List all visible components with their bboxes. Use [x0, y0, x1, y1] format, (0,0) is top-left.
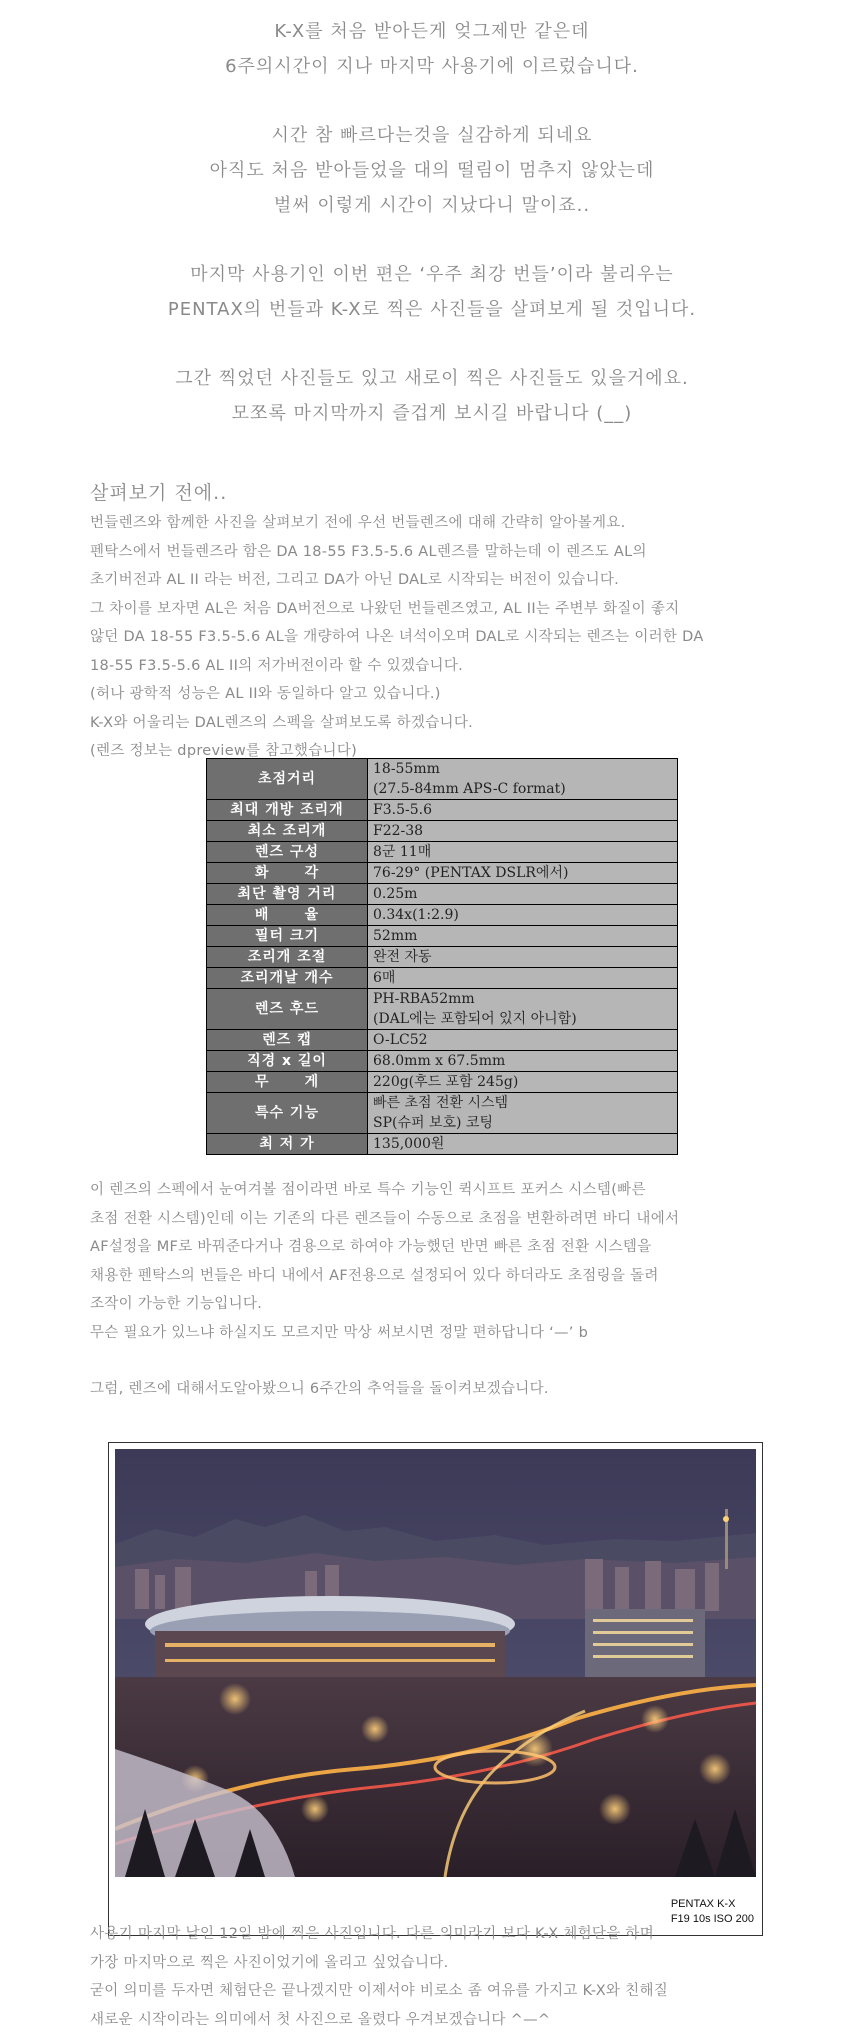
spec-value-line: SP(슈퍼 보호) 코팅	[373, 1115, 493, 1131]
photo-frame	[108, 1442, 763, 1936]
spec-key: 필터 크기	[207, 926, 368, 947]
spec-value-line: 8군 11매	[373, 844, 432, 860]
spec-value-line: F3.5-5.6	[373, 802, 432, 818]
spec-key: 초점거리	[207, 759, 368, 800]
spec-value	[368, 1072, 678, 1093]
spec-value	[368, 947, 678, 968]
intro-line: K-X를 처음 받아든게 엊그제만 같은데	[274, 21, 590, 42]
spec-value-line: 135,000원	[373, 1136, 445, 1152]
spec-value	[368, 926, 678, 947]
outro	[90, 1920, 824, 2034]
spec-key: 최단 촬영 거리	[207, 884, 368, 905]
lens-spec-table	[206, 758, 678, 1155]
intro-line: 6주의시간이 지나 마지막 사용기에 이르렀습니다.	[225, 56, 639, 77]
intro	[0, 14, 864, 431]
section-title: 살펴보기 전에..	[90, 482, 228, 504]
spec-row	[207, 1051, 678, 1072]
spec-row	[207, 926, 678, 947]
spec-value	[368, 821, 678, 842]
caption-camera: PENTAX K-X	[670, 1898, 736, 1910]
spec-value-line: 6매	[373, 970, 396, 986]
intro-line: 마지막 사용기인 이번 편은 ‘우주 최강 번들’이라 불리우는	[190, 264, 674, 285]
intro-line: 벌써 이렇게 시간이 지났다니 말이죠..	[273, 195, 591, 216]
spec-row	[207, 800, 678, 821]
intro-line: 시간 참 빠르다는것을 실감하게 되네요	[271, 125, 593, 146]
spec-value	[368, 1030, 678, 1051]
spec-value-line: (DAL에는 포함되어 있지 아니함)	[373, 1011, 577, 1027]
paragraph-line: (허나 광학적 성능은 AL II와 동일하다 알고 있습니다.)	[90, 686, 441, 702]
spec-value-line: 완전 자동	[373, 949, 432, 965]
paragraph-line: 펜탁스에서 번들렌즈라 함은 DA 18-55 F3.5-5.6 AL렌즈를 말하는데 이 렌즈도 AL의	[90, 543, 647, 560]
spec-key: 최 저 가	[207, 1134, 368, 1155]
spec-value-line: 0.34x(1:2.9)	[373, 907, 459, 923]
spec-value	[368, 863, 678, 884]
spec-row	[207, 884, 678, 905]
paragraph-line: 18-55 F3.5-5.6 AL II의 저가버전이라 할 수 있겠습니다.	[90, 657, 464, 674]
paragraph-line: 초점 전환 시스템)인데 이는 기존의 다른 렌즈들이 수동으로 초점을 변환하려면 바디 내에서	[90, 1210, 680, 1227]
paragraph-line: 조작이 가능한 기능입니다.	[90, 1296, 263, 1312]
spec-value	[368, 842, 678, 863]
spec-value	[368, 759, 678, 800]
spec-row	[207, 863, 678, 884]
paragraph-line: 새로운 시작이라는 의미에서 첫 사진으로 올렸다 우겨보겠습니다 ^—^	[90, 2011, 551, 2028]
spec-value-line: 52mm	[373, 928, 418, 944]
spec-row	[207, 842, 678, 863]
spec-value	[368, 905, 678, 926]
spec-key: 특수 기능	[207, 1093, 368, 1134]
spec-key: 최소 조리개	[207, 821, 368, 842]
spec-value-line: 68.0mm x 67.5mm	[373, 1053, 506, 1069]
paragraph-line: 그 차이를 보자면 AL은 처음 DA버전으로 나왔던 번들렌즈였고, AL II는 주변부 화질이 좋지	[90, 600, 680, 617]
paragraph-line: 채용한 펜탁스의 번들은 바디 내에서 AF전용으로 설정되어 있다 하더라도 초점링을 돌려	[90, 1267, 659, 1284]
spec-value-line: 76-29° (PENTAX DSLR에서)	[373, 865, 569, 881]
preview-section	[0, 477, 864, 766]
paragraph-line: 번들렌즈와 함께한 사진을 살펴보기 전에 우선 번들렌즈에 대해 간략히 알아볼게요.	[90, 515, 626, 531]
spec-key: 배 율	[207, 905, 368, 926]
spec-row	[207, 989, 678, 1030]
spec-key: 렌즈 후드	[207, 989, 368, 1030]
spec-row	[207, 759, 678, 800]
photo-illustration	[115, 1449, 756, 1877]
spec-row	[207, 1030, 678, 1051]
spec-value-line: 빠른 초점 전환 시스템	[373, 1095, 509, 1111]
spec-key: 렌즈 구성	[207, 842, 368, 863]
paragraph-line: 가장 마지막으로 찍은 사진이었기에 올리고 싶었습니다.	[90, 1954, 449, 1971]
spec-key: 조리개날 개수	[207, 968, 368, 989]
spec-value	[368, 989, 678, 1030]
paragraph-line: (렌즈 정보는 dpreview를 참고했습니다)	[90, 743, 358, 759]
intro-line: 아직도 처음 받아들었을 대의 떨림이 멈추지 않았는데	[209, 160, 655, 181]
spec-row	[207, 821, 678, 842]
paragraph-line: 사용기 마지막 날인 12일 밤에 찍은 사진입니다. 다른 의미라기 보다 K-X 체험단을 하며	[90, 1926, 655, 1942]
spec-key: 화 각	[207, 863, 368, 884]
spec-row	[207, 905, 678, 926]
spec-value	[368, 968, 678, 989]
spec-key: 렌즈 캡	[207, 1030, 368, 1051]
paragraph-line: 굳이 의미를 두자면 체험단은 끝나겠지만 이제서야 비로소 좀 여유를 가지고 K-X와 친해질	[90, 1983, 669, 1999]
spec-value	[368, 884, 678, 905]
spec-value	[368, 1134, 678, 1155]
spec-key: 조리개 조절	[207, 947, 368, 968]
paragraph-line: K-X와 어울리는 DAL렌즈의 스펙을 살펴보도록 하겠습니다.	[90, 714, 474, 731]
spec-value-line: PH-RBA52mm	[373, 991, 475, 1007]
spec-row	[207, 947, 678, 968]
spec-key: 직경 x 길이	[207, 1051, 368, 1072]
spec-value-line: 0.25m	[373, 886, 418, 902]
paragraph-line: 이 렌즈의 스펙에서 눈여겨볼 점이라면 바로 특수 기능인 퀵시프트 포커스 시스템(빠른	[90, 1182, 646, 1198]
spec-key: 최대 개방 조리개	[207, 800, 368, 821]
spec-row	[207, 968, 678, 989]
paragraph-line: 무슨 필요가 있느냐 하실지도 모르지만 막상 써보시면 정말 편하답니다 ‘—’ b	[90, 1324, 589, 1341]
spec-value	[368, 800, 678, 821]
spec-value	[368, 1093, 678, 1134]
paragraph-line: 초기버전과 AL II 라는 버전, 그리고 DA가 아닌 DAL로 시작되는 버전이 있습니다.	[90, 572, 620, 588]
caption-settings: F19 10s ISO 200	[670, 1913, 754, 1925]
spec-value-line: (27.5-84mm APS-C format)	[373, 781, 566, 797]
intro-line: 모쪼록 마지막까지 즐겁게 보시길 바랍니다 (__)	[231, 403, 633, 424]
transition-line: 그럼, 렌즈에 대해서도알아봤으니 6주간의 추억들을 돌이켜보겠습니다.	[90, 1381, 549, 1397]
spec-value-line: F22-38	[373, 823, 424, 839]
spec-row	[207, 1134, 678, 1155]
spec-value-line: O-LC52	[373, 1032, 428, 1048]
night-stadium-photo	[115, 1449, 756, 1877]
spec-row	[207, 1072, 678, 1093]
spec-key: 무 게	[207, 1072, 368, 1093]
paragraph-line: 않던 DA 18-55 F3.5-5.6 AL을 개량하여 나온 녀석이오며 DAL로 시작되는 렌즈는 이러한 DA	[90, 629, 704, 645]
spec-value	[368, 1051, 678, 1072]
spec-value-line: 220g(후드 포함 245g)	[373, 1074, 519, 1090]
intro-line: PENTAX의 번들과 K-X로 찍은 사진들을 살펴보게 될 것입니다.	[167, 299, 697, 320]
after-specs	[0, 1176, 864, 1404]
paragraph-line: AF설정을 MF로 바꿔준다거나 겸용으로 하여야 가능했던 반면 빠른 초점 전환 시스템을	[90, 1239, 652, 1255]
spec-value-line: 18-55mm	[373, 761, 440, 777]
spec-row	[207, 1093, 678, 1134]
intro-line: 그간 찍었던 사진들도 있고 새로이 찍은 사진들도 있을거에요.	[175, 368, 689, 389]
